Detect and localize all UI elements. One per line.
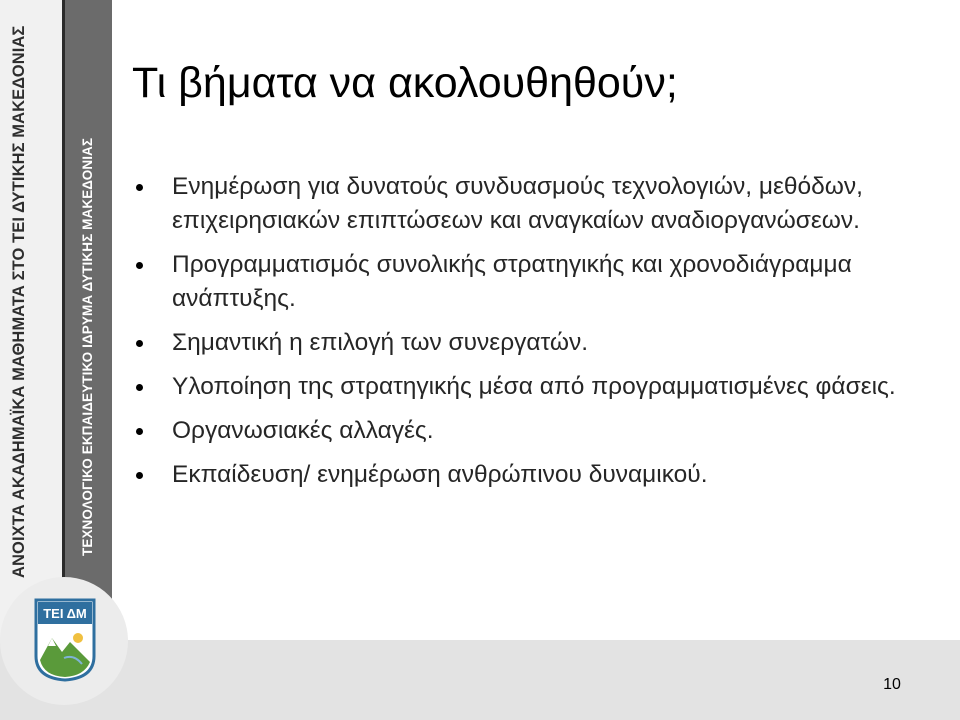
list-item bbox=[132, 414, 932, 448]
bullet-icon bbox=[136, 184, 143, 191]
list-item bbox=[132, 458, 932, 492]
list-item bbox=[132, 170, 932, 238]
bullet-icon bbox=[136, 472, 143, 479]
sidebar-divider bbox=[62, 0, 65, 580]
bullet-text: Οργανωσιακές αλλαγές. bbox=[172, 417, 434, 444]
page-number: 10 bbox=[883, 676, 901, 693]
institution-logo bbox=[34, 598, 96, 682]
bullet-icon bbox=[136, 262, 143, 269]
list-item bbox=[132, 248, 932, 316]
bullet-text: Υλοποίηση της στρατηγικής μέσα από προγραμματισμένες φάσεις. bbox=[172, 373, 896, 400]
bullet-text: Σημαντική η επιλογή των συνεργατών. bbox=[172, 329, 589, 356]
bullet-list bbox=[132, 170, 932, 502]
bullet-text: Ενημέρωση για δυνατούς συνδυασμούς τεχνολογιών, μεθόδων, επιχειρησιακών επιπτώσεων και αναγκαίων αναδιοργανώσεων. bbox=[172, 173, 863, 234]
bullet-icon bbox=[136, 384, 143, 391]
footer-bar bbox=[0, 640, 960, 720]
bullet-icon bbox=[136, 340, 143, 347]
bullet-text: Εκπαίδευση/ ενημέρωση ανθρώπινου δυναμικού. bbox=[172, 461, 708, 488]
list-item bbox=[132, 326, 932, 360]
logo-lettering: ΤΕΙ ΔΜ bbox=[43, 606, 87, 621]
bullet-icon bbox=[136, 428, 143, 435]
sidebar-outer-label: ΑΝΟΙΧΤΑ ΑΚΑΔΗΜΑΪΚΑ ΜΑΘΗΜΑΤΑ ΣΤΟ ΤΕΙ ΔΥΤΙΚΗΣ ΜΑΚΕΔΟΝΙΑΣ bbox=[10, 25, 28, 578]
bullet-text: Προγραμματισμός συνολικής στρατηγικής και χρονοδιάγραμμα ανάπτυξης. bbox=[172, 251, 852, 312]
sidebar-inner-label: ΤΕΧΝΟΛΟΓΙΚΟ ΕΚΠΑΙΔΕΥΤΙΚΟ ΙΔΡΥΜΑ ΔΥΤΙΚΗΣ ΜΑΚΕΔΟΝΙΑΣ bbox=[80, 137, 95, 556]
slide-title: Τι βήματα να ακολουθηθούν; bbox=[132, 59, 678, 107]
list-item bbox=[132, 370, 932, 404]
